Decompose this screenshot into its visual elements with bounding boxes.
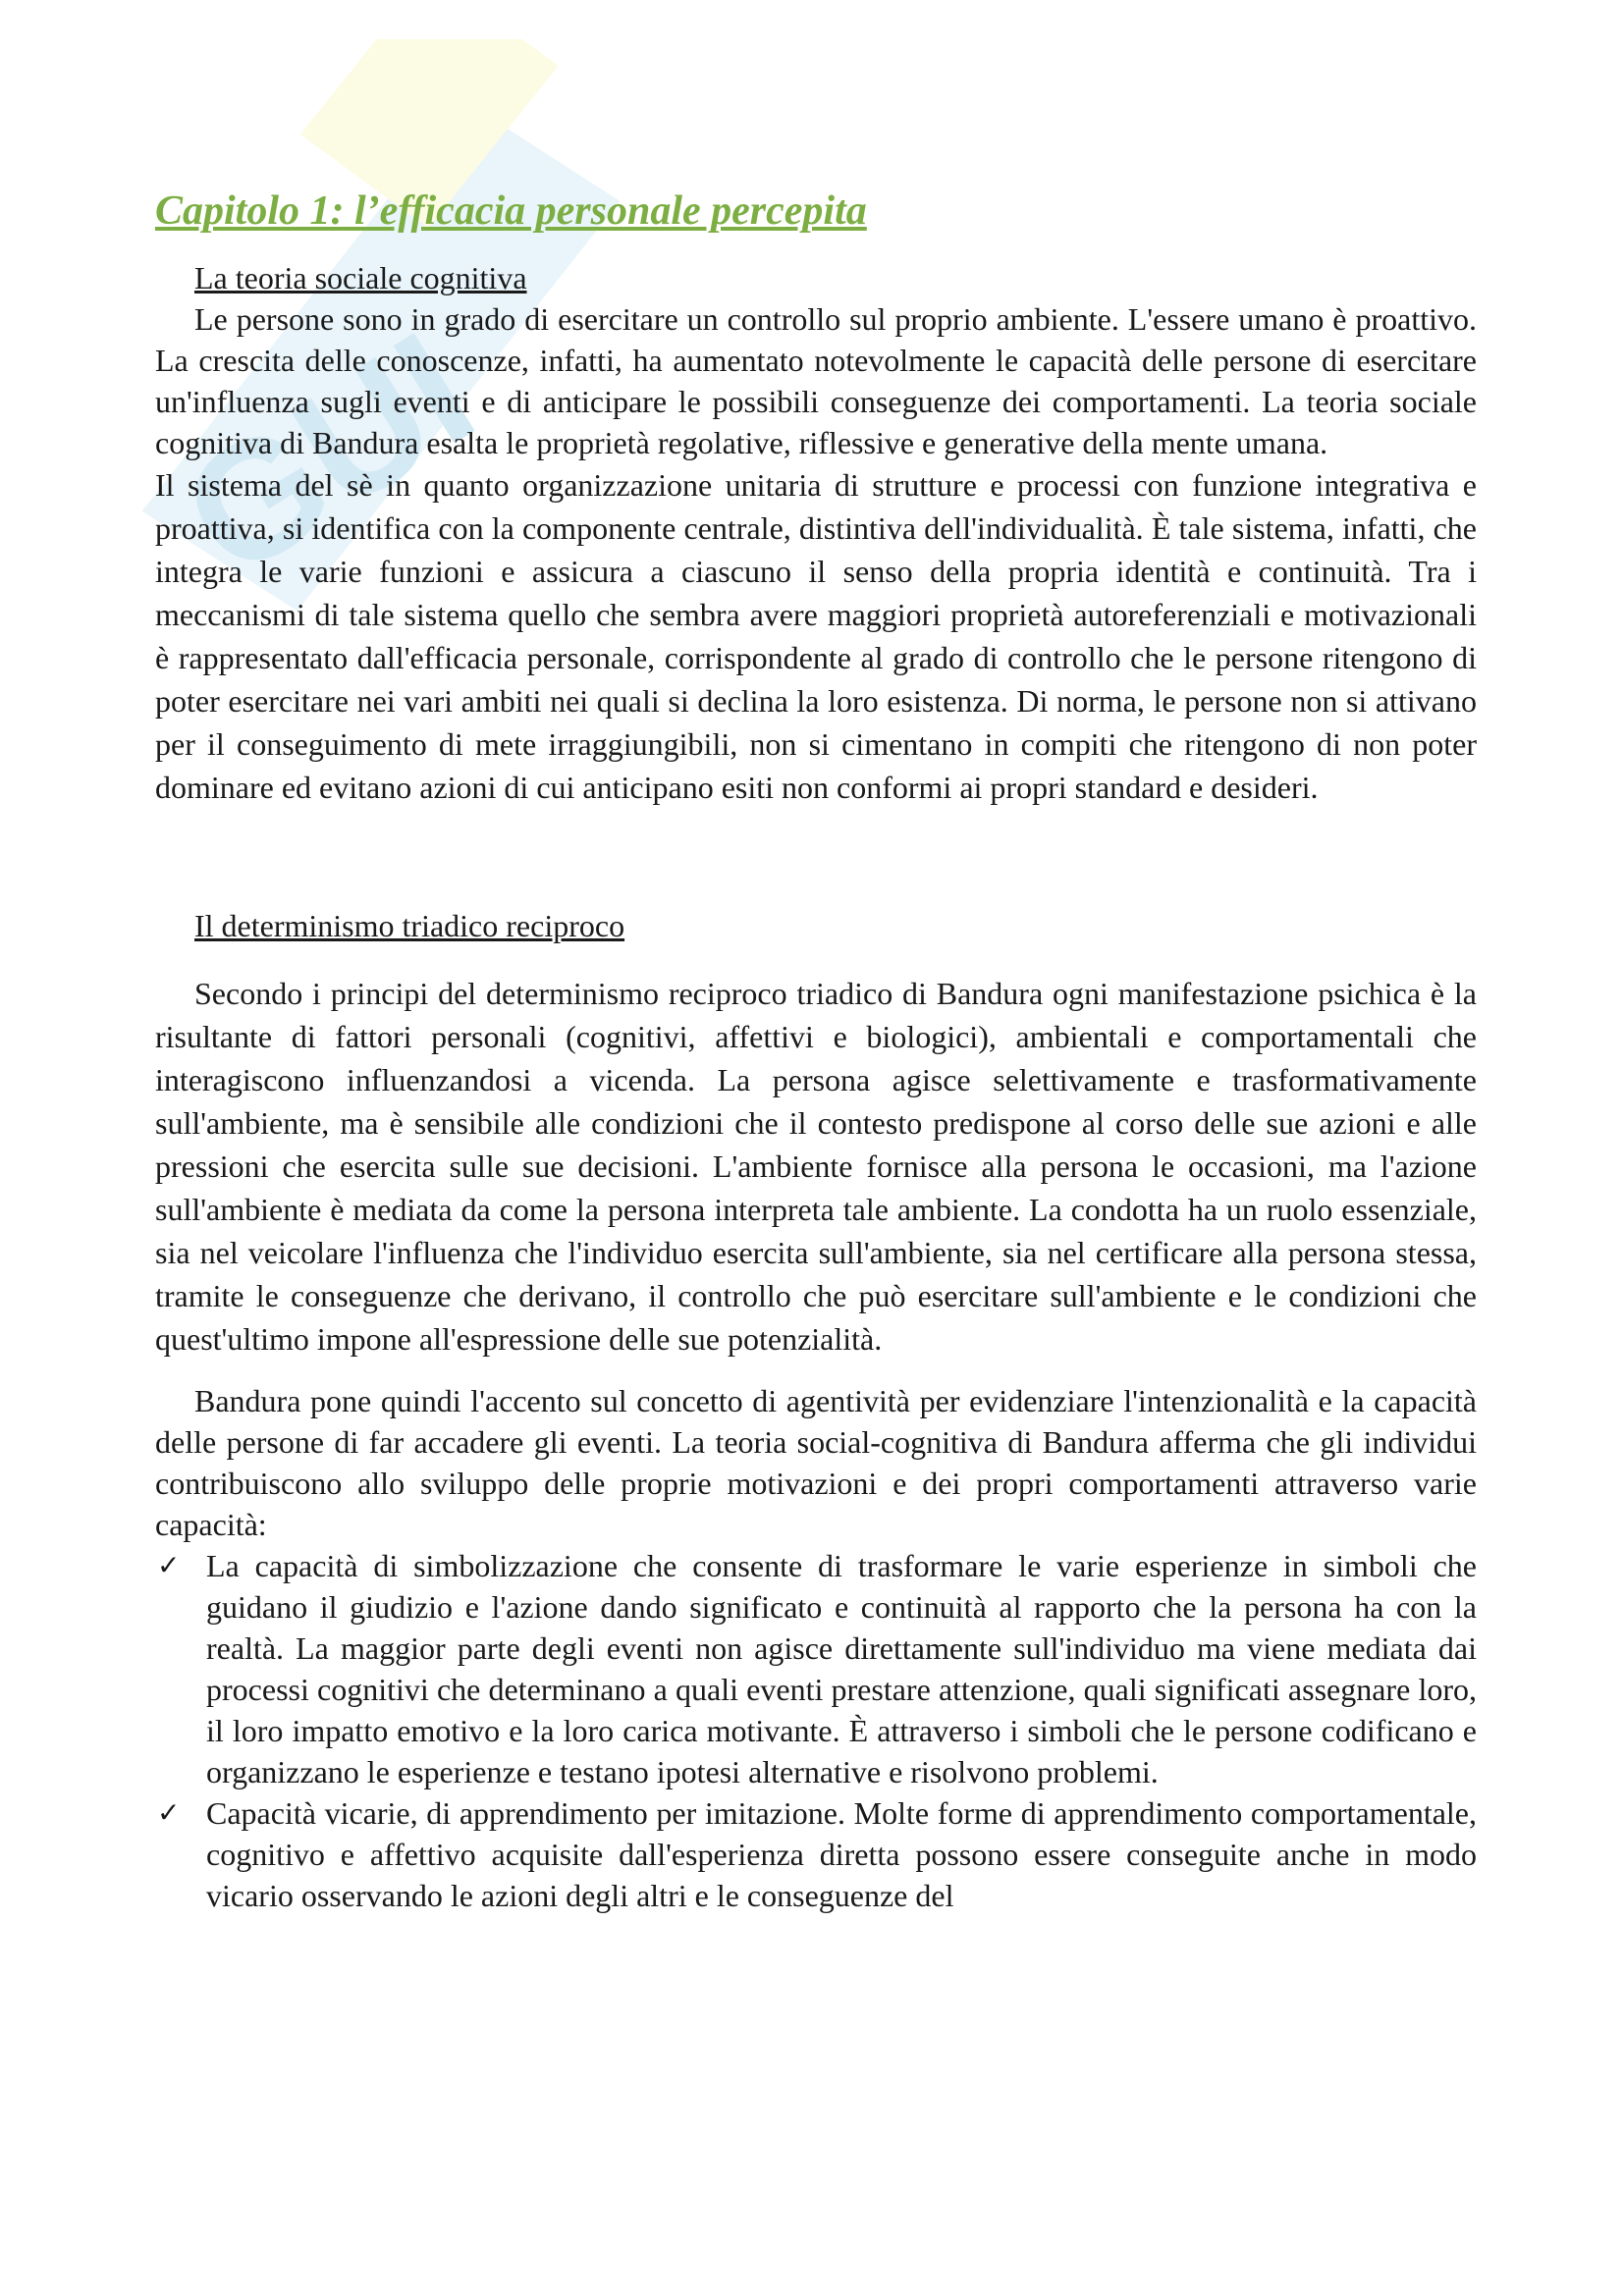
- paragraph: Secondo i principi del determinismo reciproco triadico di Bandura ogni manifestazione psichica è la risultante di fattori personali (cognitivi, affettivi e biologici), ambientali e comportamentali che interagiscono influenzandosi a vicenda. La persona agisce selettivamente e trasformativamente sull'ambiente, ma è sensibile alle condizioni che il contesto predispone al corso delle sue azioni e alle pressioni che esercita sulle sue decisioni. L'ambiente fornisce alla persona le occasioni, ma l'azione sull'ambiente è mediata da come la persona interpreta tale ambiente. La condotta ha un ruolo essenziale, sia nel veicolare l'influenza che l'individuo esercita sull'ambiente, sia nel certificare alla persona stessa, tramite le conseguenze che derivano, il controllo che può esercitare sull'ambiente e le condizioni che quest'ultimo impone all'espressione delle sue potenzialità.: [155, 976, 1477, 1358]
- svg-text:GUI: GUI: [152, 296, 504, 614]
- list-item: [155, 1545, 1477, 1792]
- list-item-text: Capacità vicarie, di apprendimento per imitazione. Molte forme di apprendimento comportamentale, cognitivo e affettivo acquisite dall'esperienza diretta possono essere conseguite anche in modo vicario osservando le azioni degli altri e le conseguenze del: [206, 1795, 1477, 1914]
- section-heading-determinismo: Il determinismo triadico reciproco: [194, 908, 625, 944]
- checkmark-icon: ✓: [157, 1796, 181, 1830]
- section-heading-teoria-sociale: La teoria sociale cognitiva: [194, 260, 527, 296]
- document-page: [152, 187, 1477, 1916]
- capacity-list: [155, 1545, 1477, 1916]
- list-item-text: La capacità di simbolizzazione che consente di trasformare le varie esperienze in simboli che guidano il giudizio e l'azione dando significato e continuità al rapporto che la persona ha con la realtà. La maggior parte degli eventi non agisce direttamente sull'individuo ma viene mediata dai processi cognitivi che determinano a quali eventi prestare attenzione, quali significati assegnare loro, il loro impatto emotivo e la loro carica motivante. È attraverso i simboli che le persone codificano e organizzano le esperienze e testano ipotesi alternative e risolvono problemi.: [206, 1548, 1477, 1790]
- paragraph: Le persone sono in grado di esercitare un controllo sul proprio ambiente. L'essere umano è proattivo. La crescita delle conoscenze, infatti, ha aumentato notevolmente le capacità delle persone di esercitare un'influenza sugli eventi e di anticipare le possibili conseguenze dei comportamenti. La teoria sociale cognitiva di Bandura esalta le proprietà regolative, riflessive e generative della mente umana.: [155, 301, 1477, 461]
- paragraph: Bandura pone quindi l'accento sul concetto di agentività per evidenziare l'intenzionalità e la capacità delle persone di far accadere gli eventi. La teoria social-cognitiva di Bandura afferma che gli individui contribuiscono allo sviluppo delle proprie motivazioni e dei propri comportamenti attraverso varie capacità:: [155, 1383, 1477, 1543]
- list-item: [155, 1792, 1477, 1916]
- checkmark-icon: ✓: [157, 1549, 181, 1582]
- chapter-title: Capitolo 1: l’efficacia personale percepita: [155, 188, 867, 234]
- paragraph: Il sistema del sè in quanto organizzazione unitaria di strutture e processi con funzione integrativa e proattiva, si identifica con la componente centrale, distintiva dell'individualità. È tale sistema, infatti, che integra le varie funzioni e assicura a ciascuno il senso della propria identità e continuità. Tra i meccanismi di tale sistema quello che sembra avere maggiori proprietà autoreferenziali e motivazionali è rappresentato dall'efficacia personale, corrispondente al grado di controllo che le persone ritengono di poter esercitare nei vari ambiti nei quali si declina la loro esistenza. Di norma, le persone non si attivano per il conseguimento di mete irraggiungibili, non si cimentano in compiti che ritengono di non poter dominare ed evitano azioni di cui anticipano esiti non conformi ai propri standard e desideri.: [155, 467, 1477, 806]
